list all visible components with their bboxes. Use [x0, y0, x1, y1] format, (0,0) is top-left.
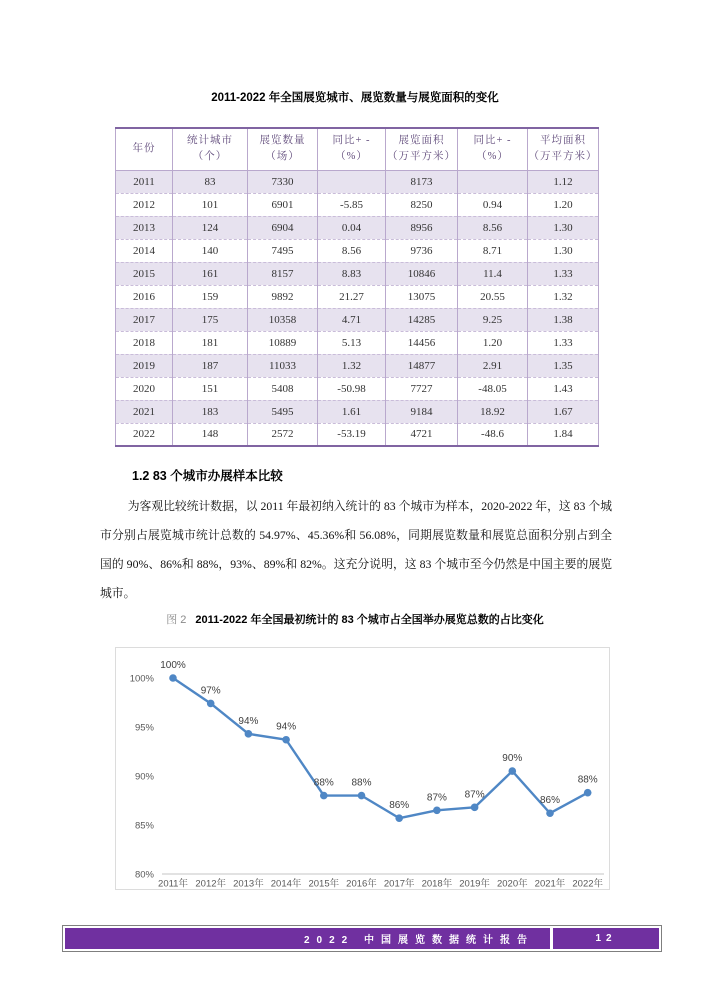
table-cell: 8250: [386, 193, 458, 216]
table-row: [116, 216, 599, 239]
x-tick-label: 2017年: [383, 878, 415, 889]
table-column-header: 同比+ - （%）: [458, 128, 528, 170]
table-cell: 161: [173, 262, 248, 285]
table-column-header: 展览面积 （万平方米）: [386, 128, 458, 170]
table-cell: 9892: [248, 285, 318, 308]
table-cell: 1.32: [318, 354, 386, 377]
table-cell: 6904: [248, 216, 318, 239]
x-tick-label: 2021年: [534, 878, 566, 889]
x-tick-label: 2019年: [459, 878, 490, 889]
table-cell: -48.05: [458, 377, 528, 400]
table-cell: 2017: [116, 308, 173, 331]
y-tick-label: 85%: [134, 820, 154, 832]
data-point-label: 88%: [313, 777, 334, 789]
y-tick-label: 80%: [134, 869, 154, 881]
table-column-header: 平均面积 （万平方米）: [528, 128, 599, 170]
table-column-header: 统计城市 （个）: [173, 128, 248, 170]
x-tick-label: 2016年: [346, 878, 377, 889]
table-cell: 159: [173, 285, 248, 308]
table-row: [116, 170, 599, 193]
table-cell: 2016: [116, 285, 173, 308]
table-cell: 8.83: [318, 262, 386, 285]
x-tick-label: 2014年: [270, 878, 302, 889]
table-cell: 11.4: [458, 262, 528, 285]
table-cell: 14285: [386, 308, 458, 331]
table-cell: [318, 170, 386, 193]
data-point-marker: [509, 767, 517, 775]
table-row: [116, 423, 599, 446]
table-cell: 1.67: [528, 400, 599, 423]
table-cell: 2021: [116, 400, 173, 423]
table-cell: 187: [173, 354, 248, 377]
table-cell: 1.35: [528, 354, 599, 377]
table-cell: 1.12: [528, 170, 599, 193]
data-point-marker: [320, 792, 328, 800]
table-row: [116, 377, 599, 400]
y-tick-label: 95%: [134, 722, 154, 734]
section-heading: 1.2 83 个城市办展样本比较: [132, 469, 283, 483]
table-cell: 183: [173, 400, 248, 423]
data-point-label: 87%: [426, 792, 447, 804]
table-cell: 140: [173, 239, 248, 262]
table-cell: 8157: [248, 262, 318, 285]
data-point-marker: [207, 700, 215, 708]
table-cell: 8.71: [458, 239, 528, 262]
table-cell: 13075: [386, 285, 458, 308]
table-cell: 8173: [386, 170, 458, 193]
data-point-label: 94%: [276, 721, 297, 733]
table-cell: -50.98: [318, 377, 386, 400]
table-column-header: 年份: [116, 128, 173, 170]
table-column-header: 展览数量 （场）: [248, 128, 318, 170]
table-cell: -5.85: [318, 193, 386, 216]
table-cell: 1.61: [318, 400, 386, 423]
table-row: [116, 285, 599, 308]
x-tick-label: 2012年: [195, 878, 227, 889]
table-row: [116, 193, 599, 216]
table-cell: 1.20: [528, 193, 599, 216]
table-cell: 1.84: [528, 423, 599, 446]
data-point-marker: [433, 807, 441, 815]
data-point-marker: [546, 809, 554, 817]
figure-caption: [100, 611, 610, 627]
table-cell: 2018: [116, 331, 173, 354]
x-tick-label: 2011年: [158, 878, 188, 889]
table-cell: 1.30: [528, 239, 599, 262]
table-cell: 2015: [116, 262, 173, 285]
occupancy-chart-svg: [116, 648, 609, 889]
data-point-label: 86%: [389, 800, 410, 812]
table-row: [116, 331, 599, 354]
data-point-marker: [584, 789, 592, 797]
table-cell: 2012: [116, 193, 173, 216]
table-cell: 7330: [248, 170, 318, 193]
table-cell: 2013: [116, 216, 173, 239]
table-cell: 1.20: [458, 331, 528, 354]
table-cell: 14877: [386, 354, 458, 377]
line-chart: [115, 647, 610, 890]
table-cell: 2019: [116, 354, 173, 377]
data-point-label: 87%: [464, 789, 485, 801]
page-footer: [62, 925, 662, 952]
data-point-marker: [245, 730, 253, 738]
data-point-marker: [395, 814, 403, 822]
table-cell: 8.56: [318, 239, 386, 262]
y-tick-label: 100%: [129, 673, 154, 685]
table-cell: 14456: [386, 331, 458, 354]
table-cell: 21.27: [318, 285, 386, 308]
data-point-label: 88%: [351, 777, 372, 789]
table-row: [116, 400, 599, 423]
table-column-header: 同比+ - （%）: [318, 128, 386, 170]
table-cell: 1.32: [528, 285, 599, 308]
data-point-marker: [282, 736, 290, 744]
table-cell: 0.04: [318, 216, 386, 239]
table-cell: 83: [173, 170, 248, 193]
series-line: [173, 678, 588, 818]
table-cell: 181: [173, 331, 248, 354]
data-point-label: 90%: [502, 753, 523, 765]
table-cell: 1.33: [528, 262, 599, 285]
table-row: [116, 262, 599, 285]
table-cell: [458, 170, 528, 193]
data-point-marker: [471, 804, 479, 812]
table-row: [116, 239, 599, 262]
data-point-label: 94%: [238, 715, 259, 727]
table-cell: 10358: [248, 308, 318, 331]
table-cell: 2572: [248, 423, 318, 446]
data-point-label: 97%: [200, 685, 221, 697]
table-cell: 1.30: [528, 216, 599, 239]
figure-title: 2011-2022 年全国最初统计的 83 个城市占全国举办展览总数的占比变化: [195, 614, 544, 626]
table-cell: 5408: [248, 377, 318, 400]
table-cell: 2014: [116, 239, 173, 262]
table-header-row: [116, 128, 599, 170]
table-cell: 148: [173, 423, 248, 446]
data-point-marker: [169, 674, 177, 682]
table-cell: 2020: [116, 377, 173, 400]
table-cell: -48.6: [458, 423, 528, 446]
table-cell: 124: [173, 216, 248, 239]
footer-page-number: 12: [553, 928, 659, 949]
table-cell: 8.56: [458, 216, 528, 239]
table-row: [116, 354, 599, 377]
table-cell: 5.13: [318, 331, 386, 354]
table-cell: 151: [173, 377, 248, 400]
table-cell: -53.19: [318, 423, 386, 446]
footer-report-title: 2022 中国展览数据统计报告: [65, 928, 550, 949]
table-body: [116, 170, 599, 446]
data-point-label: 100%: [160, 660, 186, 671]
table-cell: 7495: [248, 239, 318, 262]
table-cell: 0.94: [458, 193, 528, 216]
statistics-table: [115, 127, 599, 447]
table-cell: 2022: [116, 423, 173, 446]
table-cell: 20.55: [458, 285, 528, 308]
table-cell: 1.38: [528, 308, 599, 331]
figure-number-label: 图 2: [166, 614, 187, 626]
data-point-marker: [358, 792, 366, 800]
table-cell: 11033: [248, 354, 318, 377]
table-cell: 6901: [248, 193, 318, 216]
table-cell: 10846: [386, 262, 458, 285]
table-cell: 1.43: [528, 377, 599, 400]
table-cell: 101: [173, 193, 248, 216]
table-cell: 5495: [248, 400, 318, 423]
y-tick-label: 90%: [134, 771, 154, 783]
table-cell: 9.25: [458, 308, 528, 331]
table-cell: 18.92: [458, 400, 528, 423]
table-cell: 10889: [248, 331, 318, 354]
table-cell: 7727: [386, 377, 458, 400]
body-paragraph: 为客观比较统计数据，以 2011 年最初纳入统计的 83 个城市为样本，2020-2022 年，这 83 个城市分别占展览城市统计总数的 54.97%、45.36%和 56.08%，同期展览数量和展览总面积分别占到全国的 90%、86%和 88%，93%、89%和 82%。这充分说明，这 83 个城市至今仍然是中国主要的展览城市。: [100, 499, 612, 600]
table-row: [116, 308, 599, 331]
table-cell: 4721: [386, 423, 458, 446]
x-tick-label: 2020年: [496, 878, 528, 889]
table-cell: 9736: [386, 239, 458, 262]
table-cell: 8956: [386, 216, 458, 239]
table-cell: 4.71: [318, 308, 386, 331]
table-cell: 9184: [386, 400, 458, 423]
x-tick-label: 2015年: [308, 878, 340, 889]
x-tick-label: 2013年: [233, 878, 264, 889]
table-title: 2011-2022 年全国展览城市、展览数量与展览面积的变化: [211, 92, 499, 104]
table-cell: 175: [173, 308, 248, 331]
table-cell: 1.33: [528, 331, 599, 354]
x-tick-label: 2022年: [572, 878, 604, 889]
table-cell: 2011: [133, 175, 155, 188]
x-tick-label: 2018年: [421, 878, 453, 889]
data-point-label: 86%: [539, 795, 561, 807]
data-point-label: 88%: [577, 774, 598, 786]
table-cell: 2.91: [458, 354, 528, 377]
